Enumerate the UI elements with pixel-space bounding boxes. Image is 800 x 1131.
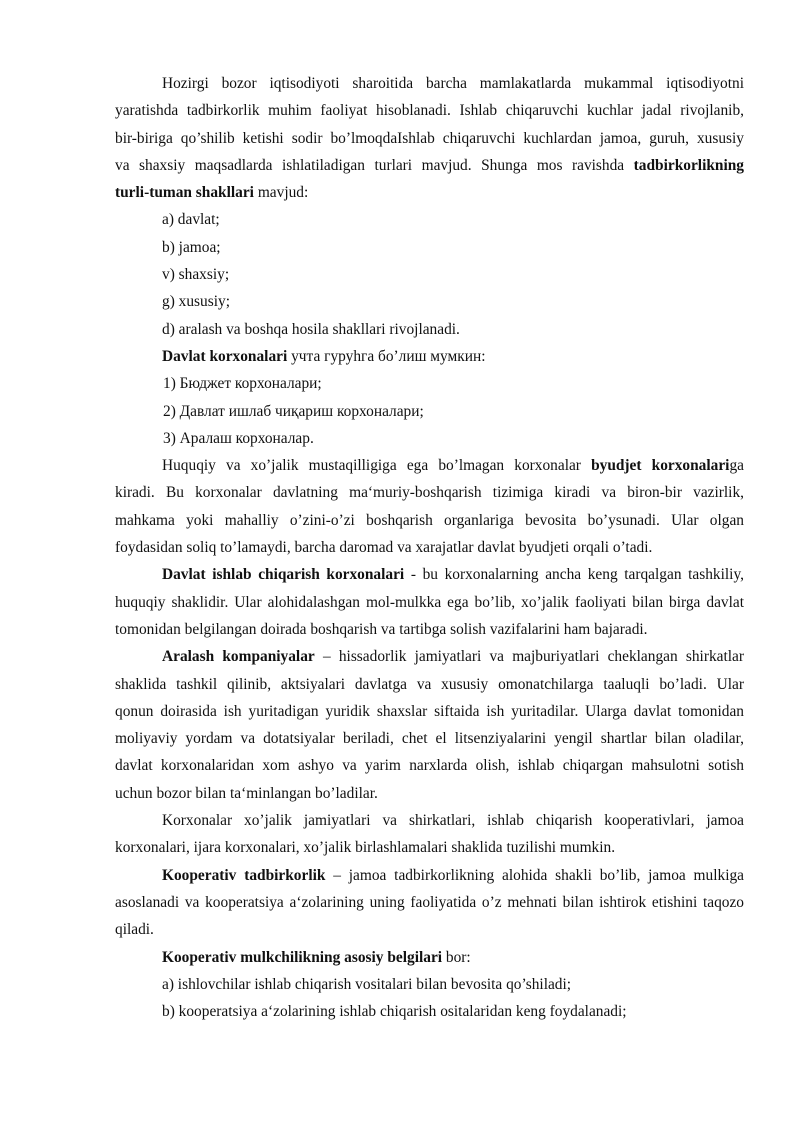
bold-term: Davlat korxonalari xyxy=(162,347,288,365)
paragraph-line xyxy=(115,561,744,588)
paragraph-line xyxy=(115,671,744,698)
paragraph-line xyxy=(115,507,744,534)
paragraph-line xyxy=(115,807,744,834)
paragraph-line xyxy=(115,343,744,370)
text: mavjud: xyxy=(253,184,309,202)
text: учта гуруhга бо’лиш мумкин: xyxy=(287,347,486,365)
paragraph-line xyxy=(115,70,744,97)
text: korxonalari, ijara korxonalari, xo’jalik birlashlamalari shaklida tuzilishi mumkin. xyxy=(115,839,616,857)
text: bor: xyxy=(442,948,471,966)
paragraph-line xyxy=(115,944,744,971)
text: qiladi. xyxy=(115,921,154,939)
text: va shaxsiy maqsadlarda ishlatiladigan turlari mavjud. Shunga mos ravishda xyxy=(115,156,634,174)
list-item: 1) Бюджет корхоналари; xyxy=(163,375,322,393)
text: davlat korxonalaridan xom ashyo va yarim narxlarda olish, ishlab chiqargan mahsulotni sotish xyxy=(115,757,744,775)
text: Hozirgi bozor iqtisodiyoti sharoitida barcha mamlakatlarda mukammal iqtisodiyotni xyxy=(162,75,744,92)
list-item: 3) Аралаш корхоналар. xyxy=(163,429,314,447)
text: - bu korxonalarning ancha keng tarqalgan tashkiliy, xyxy=(404,566,744,584)
bold-term: turli-tuman shakllari xyxy=(115,184,254,202)
text: asoslanadi va kooperatsiya a‘zolarining uning faoliyatida o’z mehnati bilan ishtirok etishini taqozo xyxy=(115,893,744,911)
text: tomonidan belgilangan doirada boshqarish va tartibga solish vazifalarini ham bajaradi. xyxy=(115,620,648,638)
list-item: d) aralash va boshqa hosila shakllari rivojlanadi. xyxy=(162,320,460,338)
paragraph-line xyxy=(115,698,744,725)
paragraph-line xyxy=(115,889,744,916)
text: foydasidan soliq to’lamaydi, barcha daromad va xarajatlar davlat byudjeti orqali o’tadi. xyxy=(115,539,653,557)
paragraph-line xyxy=(115,780,744,807)
list-item: v) shaxsiy; xyxy=(162,266,230,284)
bold-term: Aralash kompaniyalar xyxy=(162,648,315,666)
paragraph-line xyxy=(115,179,744,206)
text: ga xyxy=(729,457,744,475)
paragraph-line xyxy=(115,125,744,152)
paragraph-line xyxy=(115,152,744,179)
text: – jamoa tadbirkorlikning alohida shakli bo’lib, jamoa mulkiga xyxy=(325,866,744,884)
paragraph-line xyxy=(115,479,744,506)
bold-term: Kooperativ tadbirkorlik xyxy=(162,866,326,884)
text: mahkama yoki mahalliy o’zini-o’zi boshqarish organlariga bevosita bo’ysunadi. Ular olgan xyxy=(115,511,744,529)
list-item: a) ishlovchilar ishlab chiqarish vositalari bilan bevosita qo’shiladi; xyxy=(162,975,572,993)
bold-term: byudjet korxonalari xyxy=(591,457,730,475)
text: bir-biriga qo’shilib ketishi sodir bo’lmoqdaIshlab chiqaruvchi kuchlardan jamoa, guruh, xususiy xyxy=(115,129,744,147)
text: – hissadorlik jamiyatlari va majburiyatlari cheklangan shirkatlar xyxy=(314,648,744,666)
paragraph-line xyxy=(115,916,744,943)
bold-term: Davlat ishlab chiqarish korxonalari xyxy=(162,566,405,584)
paragraph-line xyxy=(115,643,744,670)
text: moliyaviy yordam va dotatsiyalar beriladi, chet el litsenziyalarini yengil shartlar bilan oladilar, xyxy=(115,730,744,748)
text: Korxonalar xo’jalik jamiyatlari va shirkatlari, ishlab chiqarish kooperativlari, jamoa xyxy=(162,812,744,830)
paragraph-line xyxy=(115,452,744,479)
paragraph-line xyxy=(115,725,744,752)
text: qonun doirasida ish yuritadigan yuridik shaxslar siftaida ish yuritadilar. Ularga davlat tomonidan xyxy=(115,702,744,720)
list-item: b) kooperatsiya a‘zolarining ishlab chiqarish ositalaridan keng foydalanadi; xyxy=(162,1003,627,1021)
paragraph-line xyxy=(115,616,744,643)
text: uchun bozor bilan ta‘minlangan bo’ladilar. xyxy=(115,784,378,802)
paragraph-line xyxy=(115,534,744,561)
list-item: a) davlat; xyxy=(162,211,220,229)
list-item: g) xususiy; xyxy=(162,293,230,311)
paragraph-line xyxy=(115,834,744,861)
bold-term: Kooperativ mulkchilikning asosiy belgilari xyxy=(162,948,443,966)
list-item: b) jamoa; xyxy=(162,238,221,256)
text: Huquqiy va xo’jalik mustaqilligiga ega bo’lmagan korxonalar xyxy=(162,457,592,475)
text: shaklida tashkil qilinib, aktsiyalari davlatga va xususiy omonatchilarga taaluqli bo’ladi. Ular xyxy=(115,675,744,693)
paragraph-line xyxy=(115,862,744,889)
paragraph-line xyxy=(115,97,744,124)
paragraph-line xyxy=(115,752,744,779)
text: yaratishda tadbirkorlik muhim faoliyat hisoblanadi. Ishlab chiqaruvchi kuchlar jadal rivojlanib, xyxy=(115,102,744,120)
text: huquqiy shaklidir. Ular alohidalashgan mol-mulkka ega bo’lib, xo’jalik faoliyati bilan birga davlat xyxy=(115,593,744,611)
text: kiradi. Bu korxonalar davlatning ma‘muriy-boshqarish tizimiga kiradi va biron-bir vazirlik, xyxy=(115,484,744,502)
list-item: 2) Давлат ишлаб чиқариш корхоналари; xyxy=(163,402,424,420)
paragraph-line xyxy=(115,589,744,616)
bold-term: tadbirkorlikning xyxy=(633,156,744,174)
